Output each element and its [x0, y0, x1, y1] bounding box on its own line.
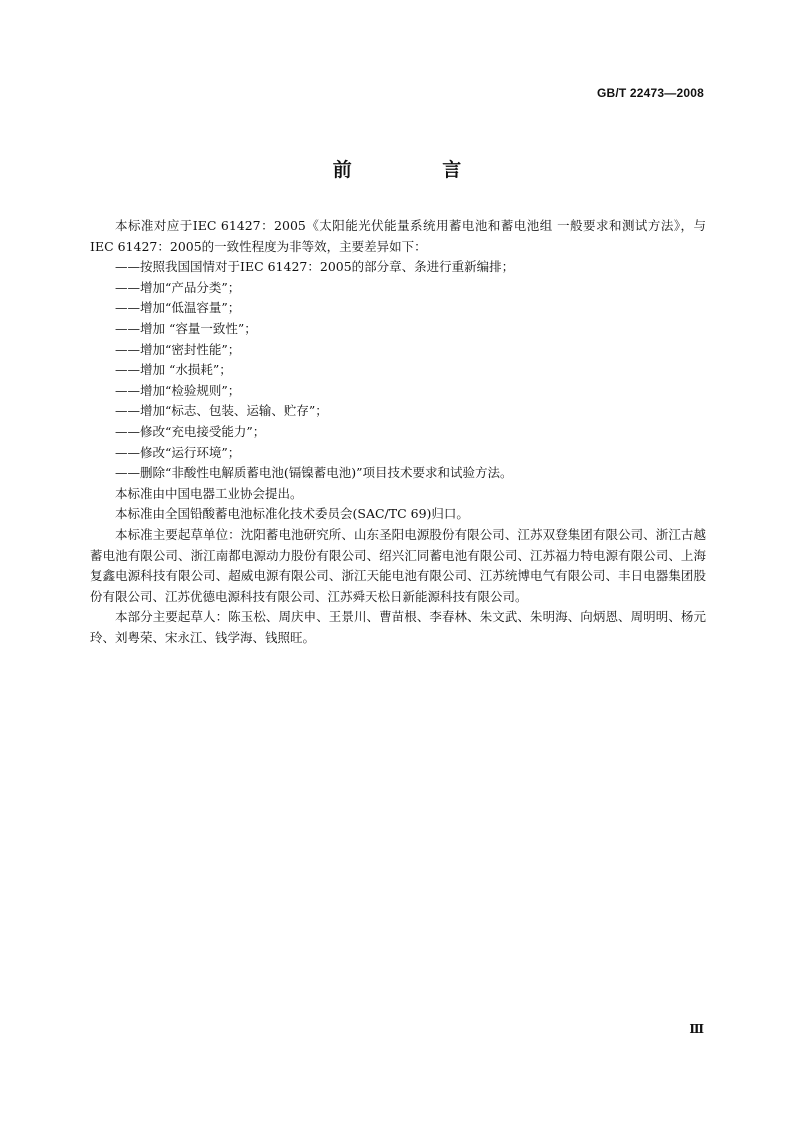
difference-item: ——增加“低温容量”；: [115, 300, 241, 316]
standard-code: GB/T 22473—2008: [596, 86, 704, 100]
drafters-paragraph: 本部分主要起草人：陈玉松、周庆申、王景川、曹苗根、李春林、朱文武、朱明海、向炳恩、周明明、杨元玲、刘粤荣、宋永江、钱学海、钱照旺。: [90, 609, 706, 645]
difference-item: ——修改“运行环境”；: [115, 444, 241, 460]
page-number: Ⅲ: [689, 1022, 704, 1036]
difference-item: ——增加 “水损耗”；: [115, 362, 232, 378]
proposed-by-paragraph: 本标准由中国电器工业协会提出。: [115, 485, 303, 501]
foreword-body: [90, 216, 706, 648]
difference-item: ——增加“产品分类”；: [115, 279, 241, 295]
differences-list: [90, 257, 706, 484]
difference-item: ——按照我国国情对于IEC 61427：2005的部分章、条进行重新编排；: [115, 259, 515, 275]
difference-item: ——增加“标志、包装、运输、贮存”；: [115, 403, 328, 419]
drafting-units-paragraph: 本标准主要起草单位：沈阳蓄电池研究所、山东圣阳电源股份有限公司、江苏双登集团有限公司、浙江古越蓄电池有限公司、浙江南都电源动力股份有限公司、绍兴汇同蓄电池有限公司、江苏福力特电源有限公司、上海复鑫电源科技有限公司、超威电源有限公司、浙江天能电池有限公司、江苏统博电气有限公司、丰日电器集团股份有限公司、江苏优德电源科技有限公司、江苏舜天松日新能源科技有限公司。: [90, 526, 706, 604]
page-title: 前 言: [332, 159, 504, 181]
difference-item: ——删除“非酸性电解质蓄电池(镉镍蓄电池)”项目技术要求和试验方法。: [115, 465, 513, 481]
difference-item: ——增加 “容量一致性”；: [115, 320, 257, 336]
difference-item: ——增加“密封性能”；: [115, 341, 241, 357]
centralized-by-paragraph: 本标准由全国铅酸蓄电池标准化技术委员会(SAC/TC 69)归口。: [115, 506, 469, 522]
difference-item: ——增加“检验规则”；: [115, 382, 241, 398]
intro-paragraph: 本标准对应于IEC 61427：2005《太阳能光伏能量系统用蓄电池和蓄电池组 一般要求和测试方法》，与IEC 61427：2005的一致性程度为非等效，主要差异如下：: [90, 218, 706, 254]
difference-item: ——修改“充电接受能力”；: [115, 423, 266, 439]
